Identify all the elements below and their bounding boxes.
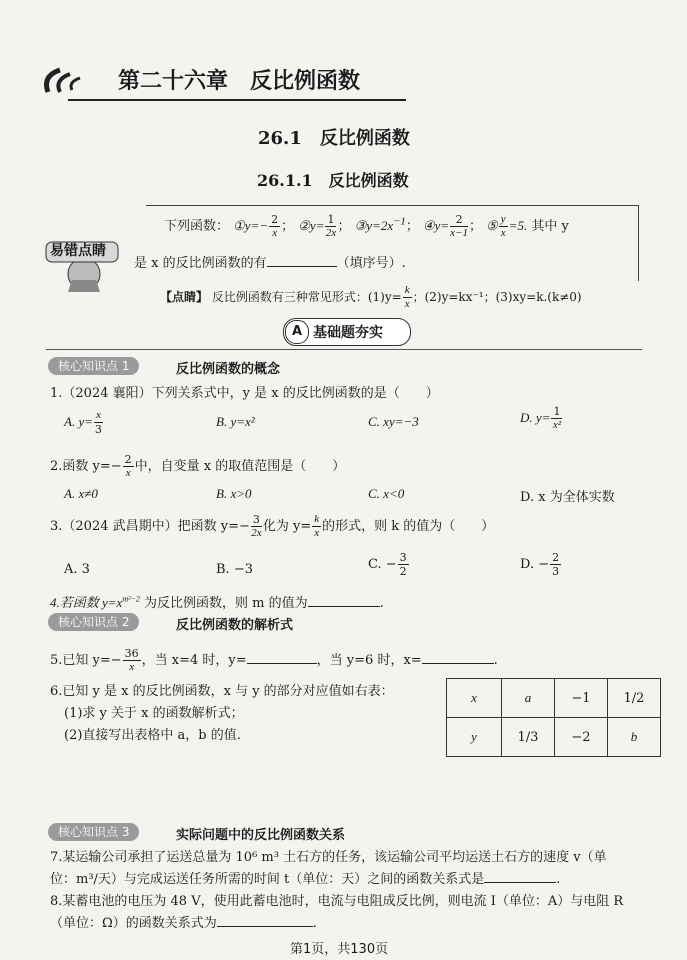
- q2-stem: 2.函数 y=− $\frac{2}{x}$ 中，自变量 x 的取值范围是（ ）: [50, 453, 346, 479]
- q2-option-b[interactable]: B. x>0: [216, 486, 252, 501]
- table-cell: y: [447, 718, 502, 757]
- chapter-title: 第二十六章 反比例函数: [118, 68, 361, 94]
- section-title: 26.1 反比例函数: [258, 128, 410, 149]
- q3-option-b[interactable]: B. −3: [216, 562, 253, 577]
- kp3-title: 实际问题中的反比例函数关系: [176, 828, 346, 843]
- error-line2: 是 x 的反比例函数的有 （填序号）.: [134, 256, 406, 271]
- table-cell: a: [502, 679, 555, 718]
- q4-stem: 4.若函数 $y=x^{m^2-2}$ 为反比例函数，则 m 的值为 .: [50, 594, 384, 611]
- q4-answer-blank[interactable]: [308, 594, 380, 607]
- q7-answer-blank[interactable]: [484, 870, 556, 883]
- level-a-letter: A: [285, 320, 309, 344]
- error-badge-label: 易错点睛: [50, 243, 106, 259]
- table-row: [447, 718, 661, 757]
- q5-blank-x[interactable]: [422, 651, 494, 664]
- q6-part2: (2)直接写出表格中 a，b 的值.: [64, 728, 241, 743]
- level-a-rule: [46, 349, 642, 350]
- chapter-rule: [68, 99, 406, 101]
- q1-option-c[interactable]: C. xy=−3: [368, 414, 419, 429]
- q3-option-c[interactable]: C. − $\frac{3}{2}$: [368, 551, 407, 578]
- q2-option-c[interactable]: C. x<0: [368, 486, 405, 501]
- q7-line1: 7.某运输公司承担了运送总量为 10⁶ m³ 土石方的任务，该运输公司平均运送土石方的速度 v（单: [50, 850, 607, 865]
- q5-stem: 5.已知 y=− $\frac{36}{x}$ ，当 x=4 时，y= ，当 y=6 时，x= .: [50, 647, 498, 673]
- kp1-title: 反比例函数的概念: [176, 362, 281, 377]
- table-cell: b: [608, 718, 661, 757]
- section-subtitle: 26.1.1 反比例函数: [257, 171, 409, 190]
- kp2-title: 反比例函数的解析式: [176, 618, 294, 633]
- q1-option-d[interactable]: D. y= $\frac{1}{\text{x²}}$: [520, 405, 562, 431]
- table-cell: −1: [555, 679, 608, 718]
- kp2-tag: 核心知识点 2: [48, 613, 139, 631]
- q8-line2: （单位：Ω）的函数关系式为 .: [50, 916, 317, 931]
- kp3-tag: 核心知识点 3: [48, 823, 139, 841]
- kp1-tag: 核心知识点 1: [48, 357, 139, 375]
- level-a-title: 基础题夯实: [313, 325, 383, 341]
- value-table: [446, 678, 661, 757]
- q3-option-a[interactable]: A. 3: [64, 562, 90, 577]
- table-cell: −2: [555, 718, 608, 757]
- table-row: [447, 679, 661, 718]
- q5-blank-y[interactable]: [247, 651, 317, 664]
- q6-part1: (1)求 y 关于 x 的函数解析式；: [64, 706, 244, 721]
- q8-line1: 8.某蓄电池的电压为 48 V，使用此蓄电池时，电流与电阻成反比例，则电流 I（单位：A）与电阻 R: [50, 894, 624, 909]
- q3-option-d[interactable]: D. − $\frac{2}{3}$: [520, 551, 560, 578]
- table-cell: 1/3: [502, 718, 555, 757]
- chapter-logo-icon: [40, 62, 90, 100]
- q2-option-a[interactable]: A. x≠0: [64, 486, 98, 501]
- q6-stem: 6.已知 y 是 x 的反比例函数，x 与 y 的部分对应值如右表：: [50, 684, 394, 699]
- q2-option-d[interactable]: D. x 为全体实数: [520, 490, 615, 505]
- q1-stem: 1.（2024 襄阳）下列关系式中，y 是 x 的反比例函数的是（ ）: [50, 386, 439, 401]
- q1-option-b[interactable]: B. y=x²: [216, 414, 255, 429]
- q8-answer-blank[interactable]: [217, 914, 313, 927]
- q7-line2: 位：m³/天）与完成运送任务所需的时间 t（单位：天）之间的函数关系式是 .: [50, 872, 561, 887]
- q3-stem: 3.（2024 武昌期中）把函数 y=− $\frac{3}{2x}$ 化为 y= $\frac{k}{x}$ 的形式，则 k 的值为（ ）: [50, 513, 495, 539]
- error-line1: 下列函数： ①y=− $\frac{2}{x}$ ； ②y= $\frac{1}{2x}$ ； $③y=2x^{-1}$； ④y= $\frac{2}{x-1}$ ； ⑤ $\frac{y}{x}$ =5. 其中 y: [164, 213, 569, 239]
- answer-blank[interactable]: [267, 254, 337, 267]
- table-cell: 1/2: [608, 679, 661, 718]
- error-tip: 【点睛】 反比例函数有三种常见形式：(1)y= $\frac{k}{x}$ ；(2)y=kx⁻¹；(3)xy=k.(k≠0): [160, 284, 582, 310]
- page-footer: 第1页，共130页: [290, 942, 389, 957]
- q1-option-a[interactable]: A. y= $\frac{x}{3}$: [64, 409, 102, 436]
- table-cell: x: [447, 679, 502, 718]
